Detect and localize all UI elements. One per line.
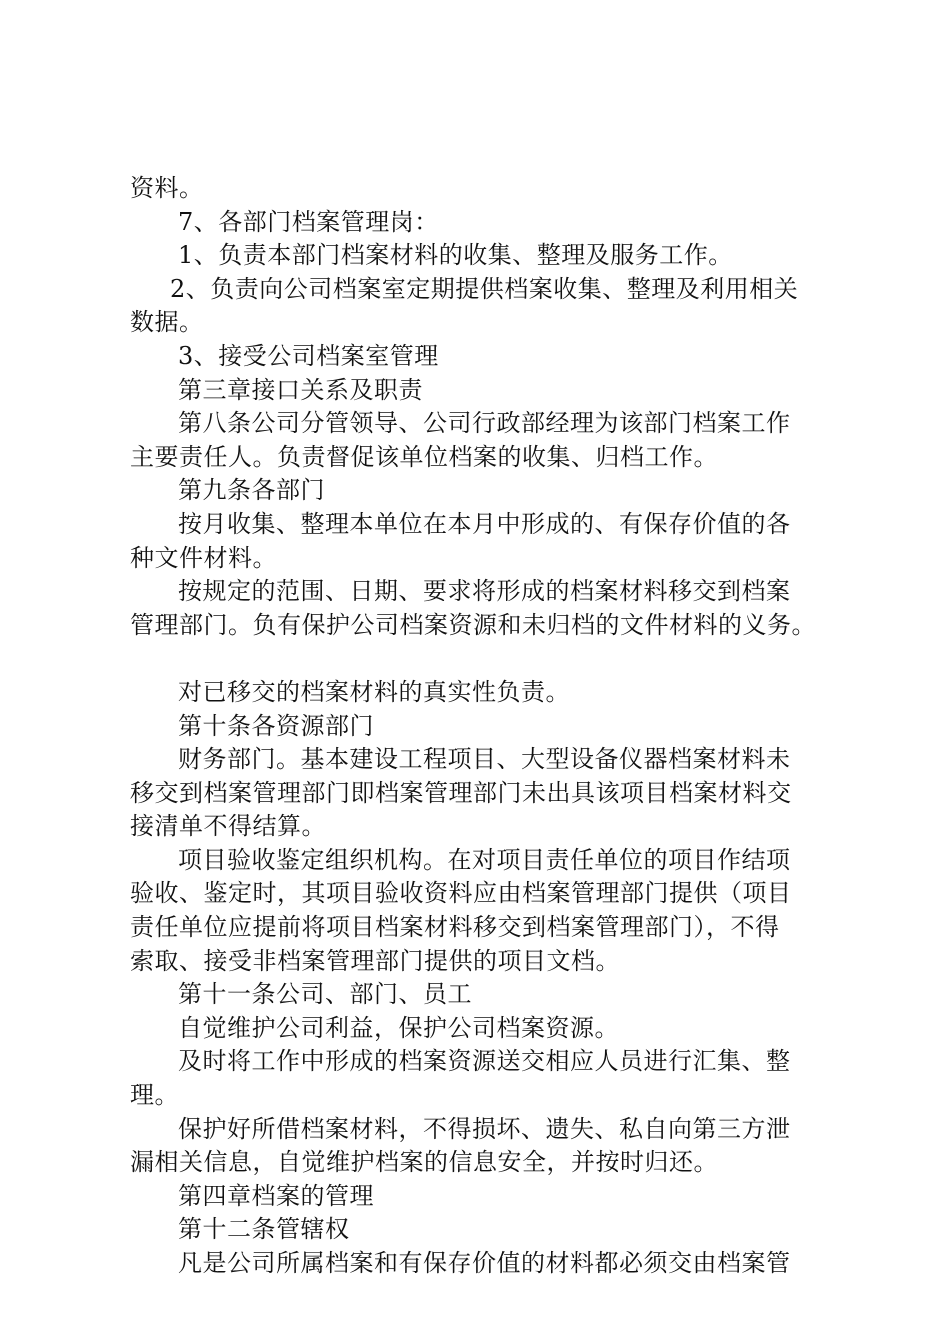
text-line: 1、负责本部门档案材料的收集、整理及服务工作。 (178, 241, 733, 270)
text-line: 2、负责向公司档案室定期提供档案收集、整理及利用相关 (170, 274, 799, 303)
text-line: 自觉维护公司利益，保护公司档案资源。 (178, 1013, 619, 1042)
text-line: 管理部门。负有保护公司档案资源和未归档的文件材料的义务。 (130, 610, 816, 639)
text-line: 资料。 (130, 174, 204, 202)
article-line: 第八条公司分管领导、公司行政部经理为该部门档案工作 (178, 409, 791, 438)
text-line: 按月收集、整理本单位在本月中形成的、有保存价值的各 (178, 509, 791, 538)
text-line: 索取、接受非档案管理部门提供的项目文档。 (130, 946, 620, 975)
text-line: 及时将工作中形成的档案资源送交相应人员进行汇集、整 (178, 1047, 791, 1076)
text-line: 按规定的范围、日期、要求将形成的档案材料移交到档案 (178, 577, 791, 606)
article-heading: 第十一条公司、部门、员工 (178, 980, 472, 1009)
article-heading: 第十条各资源部门 (178, 711, 374, 740)
text-line: 数据。 (130, 308, 204, 337)
text-line: 种文件材料。 (130, 543, 277, 572)
document-body (130, 172, 835, 1281)
text-line: 项目验收鉴定组织机构。在对项目责任单位的项目作结项 (178, 845, 791, 874)
text-line: 责任单位应提前将项目档案材料移交到档案管理部门），不得 (130, 913, 780, 942)
text-line: 移交到档案管理部门即档案管理部门未出具该项目档案材料交 (130, 778, 792, 807)
text-line: 凡是公司所属档案和有保存价值的材料都必须交由档案管 (178, 1249, 791, 1277)
text-line: 漏相关信息，自觉维护档案的信息安全，并按时归还。 (130, 1148, 718, 1177)
article-heading: 第九条各部门 (178, 476, 325, 505)
chapter-heading: 第三章接口关系及职责 (178, 375, 423, 404)
text-line: 理。 (130, 1081, 179, 1110)
text-line: 接清单不得结算。 (130, 812, 326, 841)
text-line: 主要责任人。负责督促该单位档案的收集、归档工作。 (130, 442, 718, 471)
text-line: 验收、鉴定时，其项目验收资料应由档案管理部门提供（项目 (130, 879, 792, 908)
text-line: 保护好所借档案材料，不得损坏、遗失、私自向第三方泄 (178, 1114, 791, 1143)
article-heading: 第十二条管辖权 (178, 1215, 350, 1244)
text-line: 3、接受公司档案室管理 (178, 341, 439, 370)
text-line: 财务部门。基本建设工程项目、大型设备仪器档案材料未 (178, 745, 791, 774)
blank-line (130, 642, 835, 676)
chapter-heading: 第四章档案的管理 (178, 1181, 374, 1210)
text-line: 对已移交的档案材料的真实性负责。 (178, 677, 570, 706)
text-line: 7、各部门档案管理岗： (178, 207, 439, 236)
